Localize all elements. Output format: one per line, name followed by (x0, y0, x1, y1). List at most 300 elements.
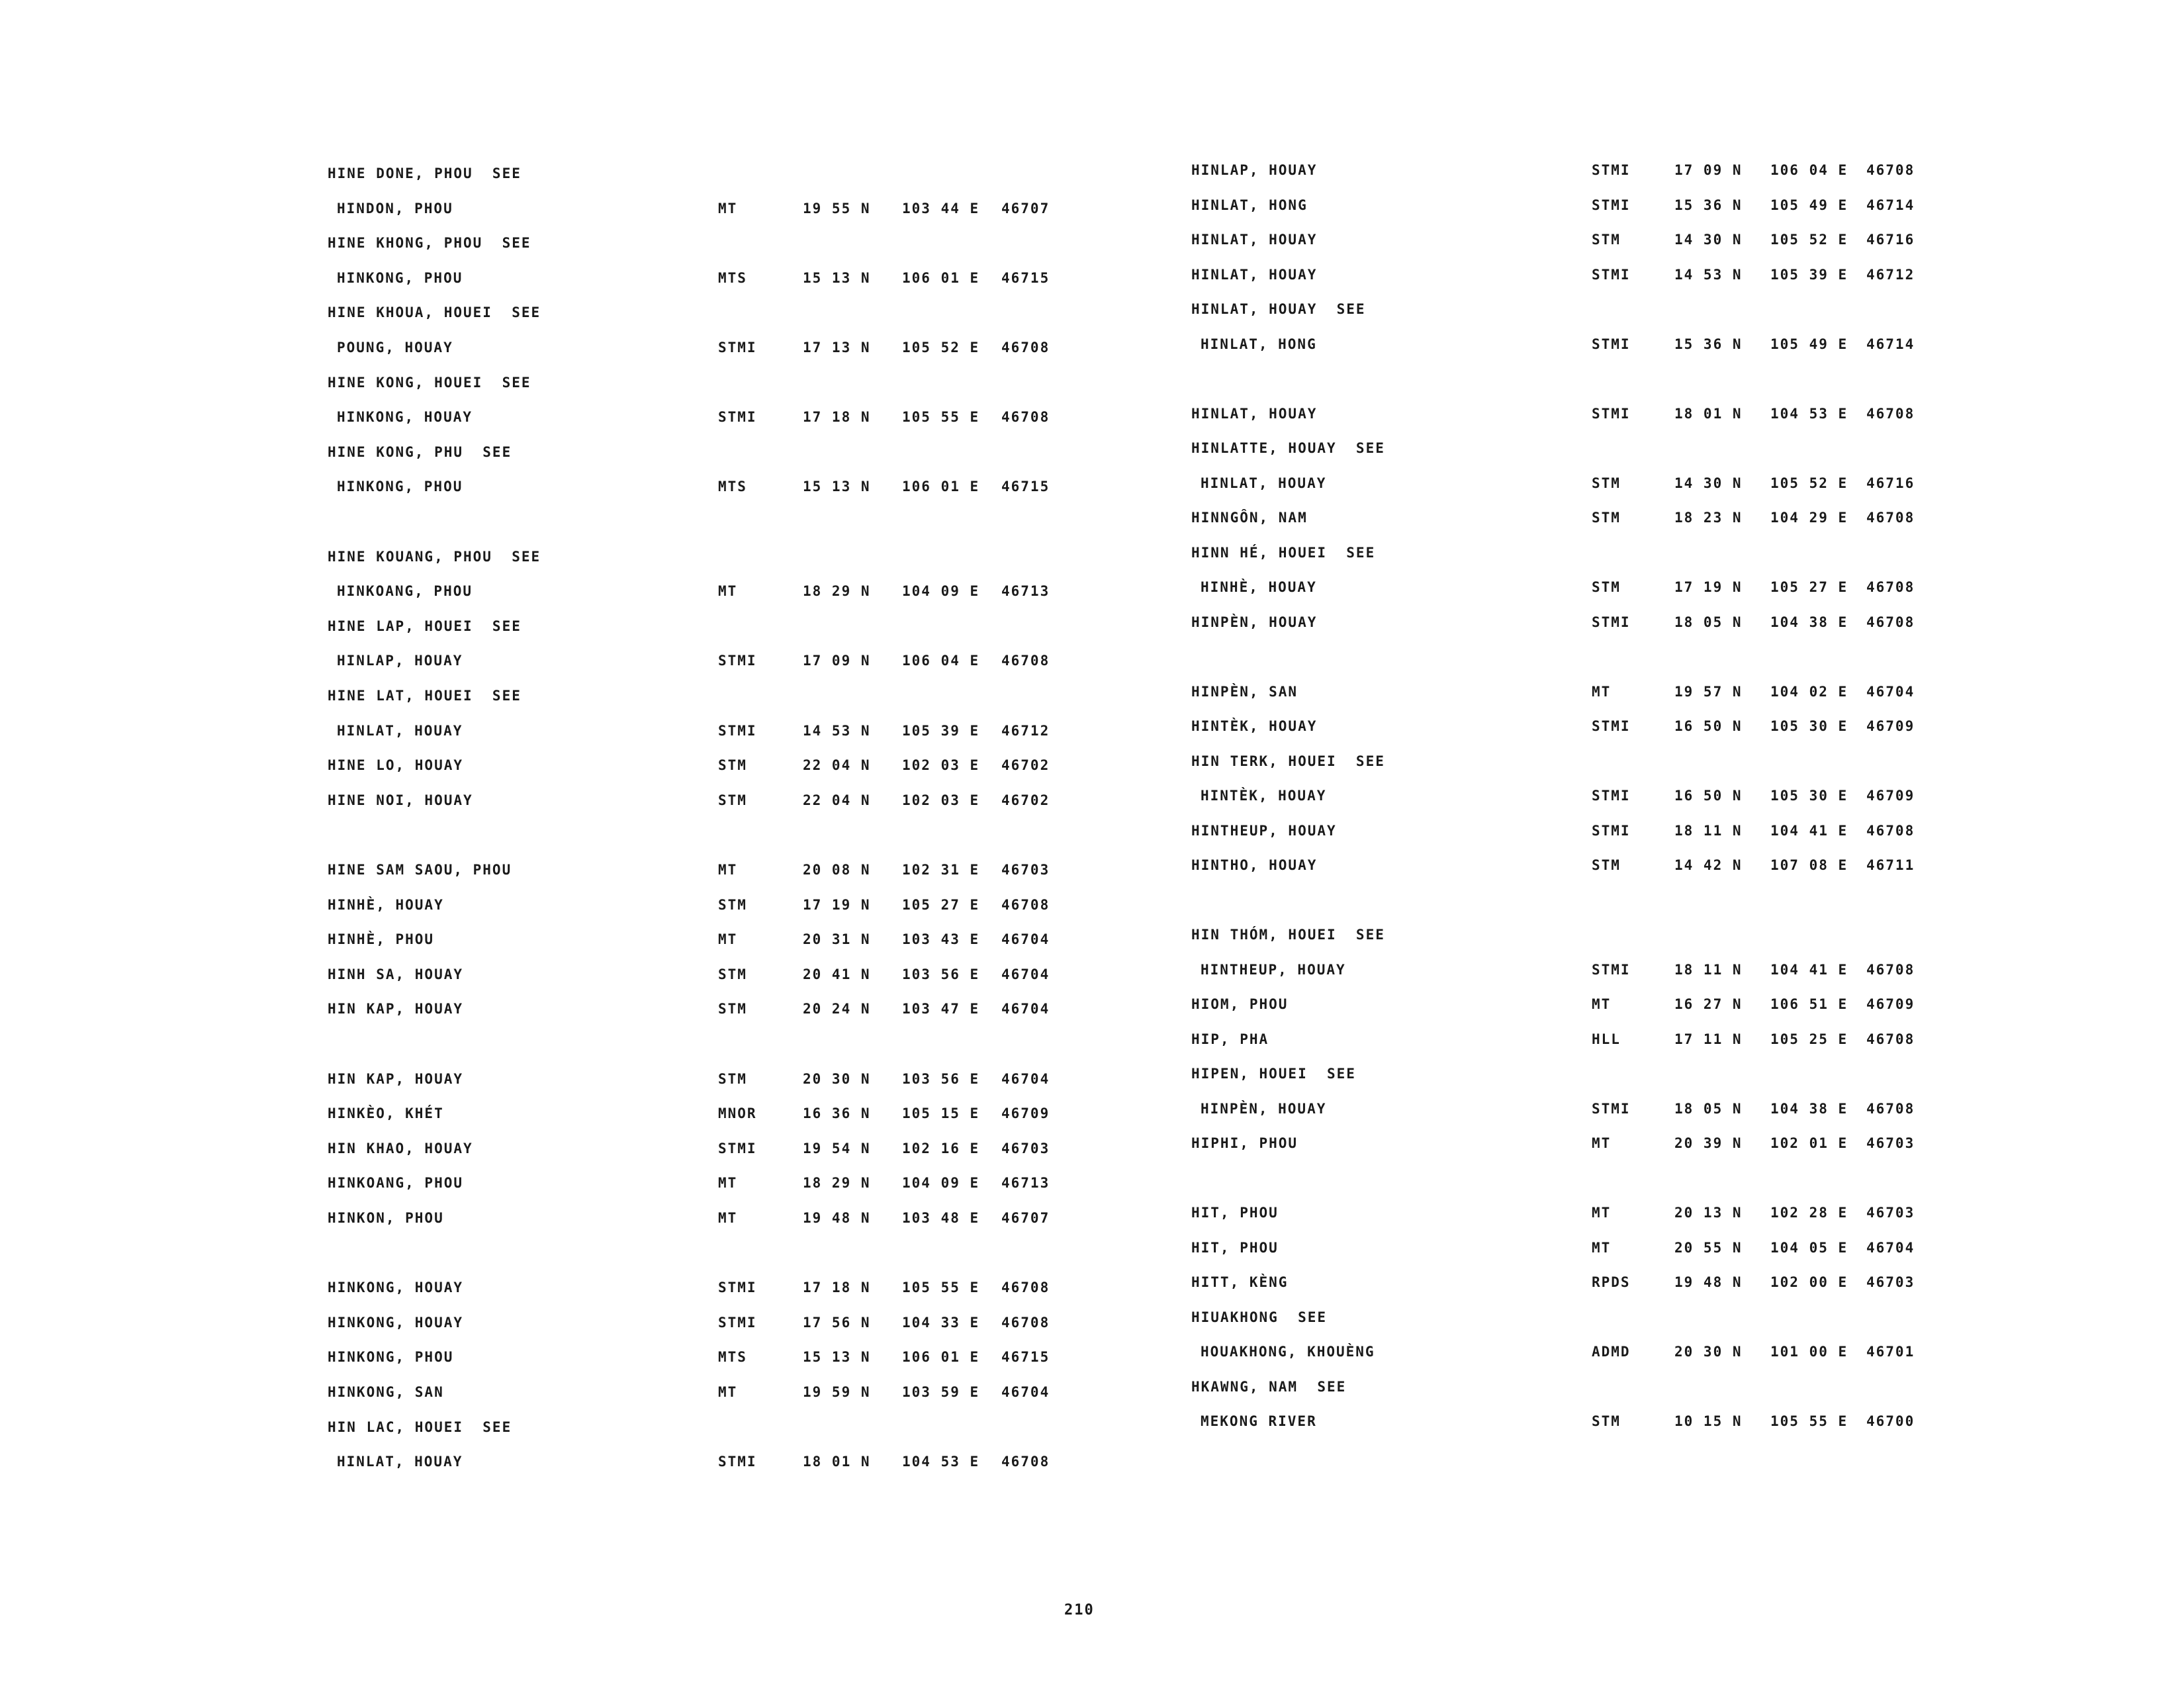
latitude: 10 15 N (1674, 1413, 1743, 1429)
entry-name: HINE LAP, HOUEI SEE (328, 618, 522, 634)
gazetteer-entry (328, 966, 1155, 993)
latitude: 18 11 N (1674, 822, 1743, 839)
gazetteer-entry (328, 201, 1155, 227)
map-code: 46707 (1001, 200, 1050, 216)
map-code: 46709 (1866, 996, 1915, 1012)
feature-designation: STM (1592, 475, 1621, 491)
latitude: 16 50 N (1674, 788, 1743, 804)
feature-designation: STMI (718, 722, 757, 739)
entry-name: HINLAT, HOUAY (337, 722, 463, 739)
longitude: 104 53 E (902, 1454, 980, 1470)
longitude: 106 01 E (902, 1349, 980, 1366)
map-code: 46708 (1001, 409, 1050, 426)
entry-name: HINPÈN, HOUAY (1201, 1100, 1327, 1117)
gazetteer-entry (1191, 162, 2019, 189)
longitude: 103 43 E (902, 931, 980, 948)
entry-name: HINKONG, PHOU (337, 479, 463, 495)
latitude: 20 24 N (803, 1001, 871, 1017)
gazetteer-entry (1191, 823, 2019, 849)
entry-name: HIN KAP, HOUAY (328, 1070, 464, 1087)
feature-designation: MT (718, 862, 738, 878)
gazetteer-entry (1191, 1240, 2019, 1266)
longitude: 102 03 E (902, 757, 980, 774)
latitude: 22 04 N (803, 792, 871, 808)
feature-designation: RPDS (1592, 1274, 1631, 1290)
feature-designation: MT (718, 1175, 738, 1192)
gazetteer-entry (328, 1071, 1155, 1098)
entry-name: MEKONG RIVER (1201, 1413, 1317, 1429)
longitude: 104 29 E (1770, 510, 1848, 526)
gazetteer-entry (328, 444, 1155, 471)
longitude: 105 27 E (902, 896, 980, 913)
entry-name: HINLAT, HOUAY SEE (1191, 301, 1366, 317)
longitude: 104 33 E (902, 1314, 980, 1331)
gazetteer-entry (1191, 267, 2019, 293)
longitude: 106 04 E (902, 653, 980, 669)
entry-name: HINLAT, HOUAY (1191, 232, 1318, 248)
map-code: 46704 (1001, 931, 1050, 948)
gazetteer-entry (1191, 371, 2019, 397)
entry-name: HIN LAC, HOUEI SEE (328, 1419, 512, 1435)
latitude: 17 09 N (1674, 162, 1743, 178)
feature-designation: MT (718, 931, 738, 948)
latitude: 14 30 N (1674, 475, 1743, 491)
gazetteer-entry (328, 409, 1155, 436)
entry-name: HIN KAP, HOUAY (328, 1001, 464, 1017)
entry-name: HINKONG, HOUAY (337, 409, 473, 426)
longitude: 103 44 E (902, 200, 980, 216)
map-code: 46714 (1866, 197, 1915, 213)
feature-designation: STM (1592, 1413, 1621, 1429)
gazetteer-entry (1191, 510, 2019, 536)
entry-name: HINLAT, HONG (1201, 336, 1317, 352)
feature-designation: MT (718, 1384, 738, 1400)
entry-name: HINPÈN, HOUAY (1191, 614, 1318, 630)
entry-name: HINTHEUP, HOUAY (1201, 961, 1346, 978)
map-code: 46708 (1001, 896, 1050, 913)
latitude: 20 08 N (803, 862, 871, 878)
gazetteer-entry (1191, 1066, 2019, 1092)
longitude: 105 30 E (1770, 788, 1848, 804)
gazetteer-entry (328, 165, 1155, 192)
feature-designation: STMI (718, 1280, 757, 1296)
latitude: 14 30 N (1674, 232, 1743, 248)
longitude: 106 01 E (902, 479, 980, 495)
entry-name: HINLAT, HOUAY (1191, 405, 1318, 422)
gazetteer-entry (328, 618, 1155, 645)
latitude: 17 18 N (803, 1280, 871, 1296)
entry-name: HINHÈ, PHOU (328, 931, 435, 948)
map-code: 46708 (1866, 1100, 1915, 1117)
entry-name: HINDON, PHOU (337, 200, 453, 216)
gazetteer-entry (1191, 753, 2019, 780)
entry-name: HIN THÓM, HOUEI SEE (1191, 927, 1385, 943)
longitude: 105 52 E (902, 340, 980, 355)
entry-name: HINLAT, HOUAY (1191, 266, 1318, 283)
latitude: 15 13 N (803, 479, 871, 495)
gazetteer-entry (328, 1210, 1155, 1237)
entry-name: HINKONG, SAN (328, 1384, 444, 1400)
gazetteer-entry (328, 340, 1155, 366)
latitude: 19 55 N (803, 200, 871, 216)
map-code: 46704 (1001, 1070, 1050, 1087)
map-code: 46704 (1001, 1384, 1050, 1400)
longitude: 107 08 E (1770, 857, 1848, 873)
gazetteer-entry (328, 897, 1155, 923)
feature-designation: STM (718, 896, 747, 913)
map-code: 46716 (1866, 232, 1915, 248)
entry-name: HINN HÉ, HOUEI SEE (1191, 544, 1376, 561)
entry-name: HIT, PHOU (1191, 1239, 1279, 1256)
longitude: 102 28 E (1770, 1205, 1848, 1221)
entry-name: HINNGÔN, NAM (1191, 510, 1308, 526)
feature-designation: MTS (718, 269, 747, 286)
gazetteer-entry (1191, 1135, 2019, 1162)
gazetteer-entry (1191, 684, 2019, 710)
gazetteer-entry (328, 514, 1155, 540)
feature-designation: MTS (718, 1349, 747, 1366)
feature-designation: STMI (1592, 405, 1631, 422)
gazetteer-entry (1191, 301, 2019, 328)
longitude: 105 30 E (1770, 718, 1848, 734)
longitude: 103 47 E (902, 1001, 980, 1017)
entry-name: HINKONG, PHOU (337, 269, 463, 286)
latitude: 20 30 N (1674, 1344, 1743, 1360)
map-code: 46709 (1001, 1105, 1050, 1122)
map-code: 46715 (1001, 269, 1050, 286)
gazetteer-entry (1191, 996, 2019, 1023)
entry-name: HINE KONG, HOUEI SEE (328, 374, 531, 391)
longitude: 104 41 E (1770, 822, 1848, 839)
latitude: 18 05 N (1674, 1100, 1743, 1117)
entry-name: HINE NOI, HOUAY (328, 792, 473, 808)
feature-designation: HLL (1592, 1031, 1621, 1047)
entry-name: HINKOANG, PHOU (328, 1175, 464, 1192)
latitude: 19 59 N (803, 1384, 871, 1400)
latitude: 17 11 N (1674, 1031, 1743, 1047)
feature-designation: MT (1592, 683, 1612, 700)
latitude: 15 13 N (803, 269, 871, 286)
entry-name: HINE SAM SAOU, PHOU (328, 862, 512, 878)
gazetteer-entry (1191, 232, 2019, 258)
entry-name: HINE KHOUA, HOUEI SEE (328, 305, 541, 321)
gazetteer-entry (328, 827, 1155, 853)
gazetteer-entry (1191, 1170, 2019, 1197)
gazetteer-entry (1191, 197, 2019, 224)
map-code: 46703 (1866, 1135, 1915, 1151)
map-code: 46708 (1866, 614, 1915, 630)
feature-designation: STM (1592, 857, 1621, 873)
map-code: 46715 (1001, 479, 1050, 495)
gazetteer-entry (1191, 649, 2019, 675)
latitude: 19 54 N (803, 1140, 871, 1156)
entry-name: HIPHI, PHOU (1191, 1135, 1298, 1151)
longitude: 104 38 E (1770, 1100, 1848, 1117)
feature-designation: STMI (718, 340, 757, 355)
longitude: 105 55 E (902, 409, 980, 426)
gazetteer-entry (328, 1245, 1155, 1272)
longitude: 105 55 E (902, 1280, 980, 1296)
gazetteer-entry (1191, 1309, 2019, 1336)
entry-name: HINTÈK, HOUAY (1191, 718, 1318, 734)
longitude: 102 00 E (1770, 1274, 1848, 1290)
gazetteer-entry (328, 757, 1155, 784)
latitude: 18 01 N (803, 1454, 871, 1470)
map-code: 46704 (1866, 1239, 1915, 1256)
gazetteer-entry (1191, 545, 2019, 571)
entry-name: HINPÈN, SAN (1191, 683, 1298, 700)
entry-name: HINKON, PHOU (328, 1210, 444, 1226)
longitude: 105 49 E (1770, 336, 1848, 352)
entry-name: HIPEN, HOUEI SEE (1191, 1066, 1356, 1082)
latitude: 17 19 N (1674, 579, 1743, 595)
map-code: 46704 (1001, 1001, 1050, 1017)
longitude: 104 05 E (1770, 1239, 1848, 1256)
entry-name: HIP, PHA (1191, 1031, 1269, 1047)
entry-name: HIT, PHOU (1191, 1205, 1279, 1221)
longitude: 105 39 E (902, 722, 980, 739)
map-code: 46703 (1001, 862, 1050, 878)
latitude: 19 48 N (803, 1210, 871, 1226)
entry-name: HINKONG, HOUAY (328, 1280, 464, 1296)
gazetteer-entry (328, 235, 1155, 261)
latitude: 14 53 N (1674, 266, 1743, 283)
longitude: 103 56 E (902, 1070, 980, 1087)
entry-name: HINKONG, PHOU (328, 1349, 454, 1366)
longitude: 105 27 E (1770, 579, 1848, 595)
latitude: 15 36 N (1674, 336, 1743, 352)
latitude: 16 50 N (1674, 718, 1743, 734)
gazetteer-entry (328, 305, 1155, 331)
entry-name: HITT, KÈNG (1191, 1274, 1289, 1290)
feature-designation: MNOR (718, 1105, 757, 1122)
feature-designation: STMI (1592, 1100, 1631, 1117)
feature-designation: STMI (718, 1140, 757, 1156)
gazetteer-entry (328, 549, 1155, 575)
entry-name: HINKONG, HOUAY (328, 1314, 464, 1331)
feature-designation: STMI (1592, 718, 1631, 734)
latitude: 18 29 N (803, 583, 871, 600)
map-code: 46708 (1001, 1314, 1050, 1331)
entry-name: HINKOANG, PHOU (337, 583, 473, 600)
gazetteer-entry (1191, 892, 2019, 919)
entry-name: HINTHO, HOUAY (1191, 857, 1318, 873)
longitude: 105 15 E (902, 1105, 980, 1122)
gazetteer-entry (328, 1349, 1155, 1376)
longitude: 103 56 E (902, 966, 980, 982)
longitude: 105 52 E (1770, 475, 1848, 491)
longitude: 104 09 E (902, 1175, 980, 1192)
gazetteer-entry (328, 862, 1155, 888)
gazetteer-entry (328, 1141, 1155, 1167)
entry-name: HINH SA, HOUAY (328, 966, 464, 982)
map-code: 46700 (1866, 1413, 1915, 1429)
latitude: 20 30 N (803, 1070, 871, 1087)
feature-designation: MTS (718, 479, 747, 495)
entry-name: HINLATTE, HOUAY SEE (1191, 440, 1385, 456)
entry-name: HINLAT, HOUAY (1201, 475, 1327, 491)
latitude: 14 42 N (1674, 857, 1743, 873)
map-code: 46708 (1001, 340, 1050, 355)
map-code: 46707 (1001, 1210, 1050, 1226)
latitude: 18 23 N (1674, 510, 1743, 526)
gazetteer-entry (1191, 1101, 2019, 1127)
entry-name: HINLAP, HOUAY (1191, 162, 1318, 178)
gazetteer-entry (1191, 1274, 2019, 1301)
longitude: 102 01 E (1770, 1135, 1848, 1151)
map-code: 46704 (1001, 966, 1050, 982)
gazetteer-entry (328, 688, 1155, 714)
feature-designation: STMI (718, 653, 757, 669)
feature-designation: STMI (718, 409, 757, 426)
gazetteer-entry (1191, 406, 2019, 432)
gazetteer-entry (328, 1454, 1155, 1480)
entry-name: HINLAP, HOUAY (337, 653, 463, 669)
longitude: 105 55 E (1770, 1413, 1848, 1429)
feature-designation: STM (718, 966, 747, 982)
longitude: 102 03 E (902, 792, 980, 808)
entry-name: HOUAKHONG, KHOUÈNG (1201, 1344, 1375, 1360)
feature-designation: STMI (1592, 197, 1631, 213)
longitude: 104 02 E (1770, 683, 1848, 700)
latitude: 15 13 N (803, 1349, 871, 1366)
map-code: 46713 (1001, 1175, 1050, 1192)
feature-designation: MT (1592, 996, 1612, 1012)
gazetteer-entry (328, 270, 1155, 297)
longitude: 105 25 E (1770, 1031, 1848, 1047)
map-code: 46709 (1866, 718, 1915, 734)
entry-name: HINE KHONG, PHOU SEE (328, 235, 531, 252)
gazetteer-entry (328, 1419, 1155, 1446)
gazetteer-entry (1191, 718, 2019, 745)
longitude: 102 31 E (902, 862, 980, 878)
gazetteer-entry (328, 1280, 1155, 1306)
map-code: 46703 (1001, 1140, 1050, 1156)
entry-name: HKAWNG, NAM SEE (1191, 1378, 1347, 1395)
gazetteer-entry (1191, 857, 2019, 884)
feature-designation: MT (1592, 1239, 1612, 1256)
entry-name: HIOM, PHOU (1191, 996, 1289, 1012)
map-code: 46708 (1866, 405, 1915, 422)
entry-name: HIN KHAO, HOUAY (328, 1140, 473, 1156)
latitude: 17 19 N (803, 896, 871, 913)
page-number: 210 (1064, 1602, 1095, 1618)
map-code: 46703 (1866, 1274, 1915, 1290)
gazetteer-entry (328, 583, 1155, 610)
feature-designation: MT (718, 1210, 738, 1226)
gazetteer-entry (328, 653, 1155, 679)
latitude: 17 56 N (803, 1314, 871, 1331)
latitude: 18 29 N (803, 1175, 871, 1192)
longitude: 102 16 E (902, 1140, 980, 1156)
feature-designation: STMI (1592, 162, 1631, 178)
gazetteer-entry (1191, 1413, 2019, 1440)
longitude: 104 09 E (902, 583, 980, 600)
gazetteer-entry (328, 792, 1155, 819)
longitude: 105 52 E (1770, 232, 1848, 248)
latitude: 16 36 N (803, 1105, 871, 1122)
feature-designation: STM (1592, 579, 1621, 595)
feature-designation: STMI (718, 1454, 757, 1470)
latitude: 17 13 N (803, 340, 871, 355)
gazetteer-entry (328, 1001, 1155, 1027)
map-code: 46708 (1866, 822, 1915, 839)
latitude: 17 18 N (803, 409, 871, 426)
latitude: 18 05 N (1674, 614, 1743, 630)
gazetteer-entry (328, 1036, 1155, 1062)
gazetteer-entry (328, 1105, 1155, 1132)
feature-designation: STMI (1592, 961, 1631, 978)
latitude: 20 41 N (803, 966, 871, 982)
longitude: 105 49 E (1770, 197, 1848, 213)
map-code: 46715 (1001, 1349, 1050, 1366)
gazetteer-entry (1191, 440, 2019, 467)
gazetteer-entry (1191, 336, 2019, 363)
map-code: 46708 (1001, 1454, 1050, 1470)
entry-name: HINKÈO, KHÉT (328, 1105, 444, 1122)
entry-name: HINE LO, HOUAY (328, 757, 464, 774)
entry-name: HIN TERK, HOUEI SEE (1191, 753, 1385, 769)
feature-designation: STM (718, 757, 747, 774)
gazetteer-entry (1191, 1031, 2019, 1058)
gazetteer-entry (1191, 1379, 2019, 1405)
latitude: 20 39 N (1674, 1135, 1743, 1151)
longitude: 104 38 E (1770, 614, 1848, 630)
map-code: 46708 (1001, 1280, 1050, 1296)
entry-name: HIUAKHONG SEE (1191, 1309, 1328, 1325)
gazetteer-entry (328, 723, 1155, 749)
map-code: 46708 (1866, 579, 1915, 595)
feature-designation: MT (718, 200, 738, 216)
gazetteer-entry (328, 479, 1155, 505)
feature-designation: MT (1592, 1205, 1612, 1221)
longitude: 106 04 E (1770, 162, 1848, 178)
entry-name: HINHÈ, HOUAY (328, 896, 444, 913)
gazetteer-entry (1191, 475, 2019, 502)
gazetteer-entry (1191, 1344, 2019, 1370)
latitude: 18 01 N (1674, 405, 1743, 422)
longitude: 103 59 E (902, 1384, 980, 1400)
map-code: 46702 (1001, 792, 1050, 808)
feature-designation: STMI (1592, 614, 1631, 630)
map-code: 46703 (1866, 1205, 1915, 1221)
entry-name: HINTÈK, HOUAY (1201, 788, 1327, 804)
longitude: 106 51 E (1770, 996, 1848, 1012)
feature-designation: STM (718, 1070, 747, 1087)
entry-name: HINHÈ, HOUAY (1201, 579, 1317, 595)
entry-name: HINE KONG, PHU SEE (328, 444, 512, 460)
feature-designation: STMI (1592, 788, 1631, 804)
map-code: 46712 (1001, 722, 1050, 739)
map-code: 46709 (1866, 788, 1915, 804)
feature-designation: STMI (1592, 822, 1631, 839)
gazetteer-entry (1191, 962, 2019, 988)
gazetteer-entry (1191, 579, 2019, 606)
map-code: 46701 (1866, 1344, 1915, 1360)
gazetteer-entry (1191, 1205, 2019, 1231)
map-code: 46711 (1866, 857, 1915, 873)
map-code: 46708 (1866, 162, 1915, 178)
entry-name: HINE DONE, PHOU SEE (328, 165, 522, 181)
latitude: 16 27 N (1674, 996, 1743, 1012)
gazetteer-entry (1191, 614, 2019, 641)
feature-designation: STM (718, 1001, 747, 1017)
latitude: 14 53 N (803, 722, 871, 739)
latitude: 17 09 N (803, 653, 871, 669)
gazetteer-entry (1191, 788, 2019, 814)
feature-designation: STM (718, 792, 747, 808)
map-code: 46704 (1866, 683, 1915, 700)
